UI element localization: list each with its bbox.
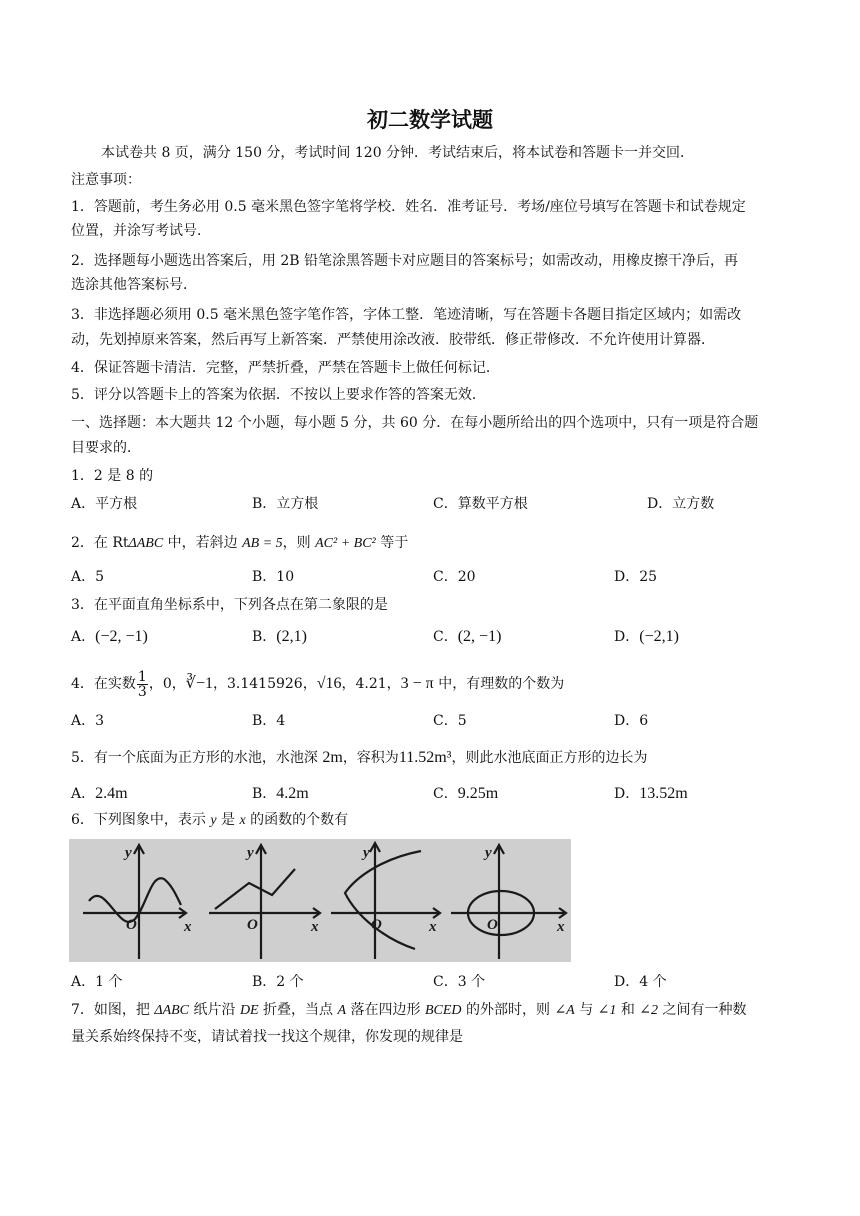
q2-text: 等于 [375, 535, 409, 551]
q1-option-a: A．平方根 [71, 496, 138, 512]
notes-title: 注意事项： [71, 172, 141, 188]
graph-2-origin: O [247, 917, 258, 933]
q2-triangle: ΔABC [128, 536, 164, 551]
q7-angle-1: ∠1 [597, 1003, 617, 1018]
option-label: C． [433, 786, 458, 802]
graph-3-x-label: x [429, 919, 437, 935]
q5-volume: 11.52m³ [398, 749, 452, 766]
note-line: 选涂其他答案标号． [71, 277, 197, 293]
q2-option-c: C．20 [433, 569, 476, 585]
q1-option-b: B．立方根 [252, 496, 319, 512]
section-heading: 一、选择题：本大题共 12 个小题，每小题 5 分，共 60 分．在每小题所给出的四个选项中，只有一项是符合题 [71, 415, 759, 431]
q2-expression: AC² + BC² [315, 536, 376, 551]
q5-option-c [433, 784, 498, 804]
q3-option-d [614, 627, 679, 647]
q4-text: ，4.21， [341, 676, 401, 692]
option-label: A． [71, 786, 96, 802]
note-line: 4．保证答题卡清洁．完整，严禁折叠，严禁在答题卡上做任何标记． [71, 360, 500, 376]
option-value: 13.52m [639, 785, 688, 802]
exam-intro: 本试卷共 8 页，满分 150 分，考试时间 120 分钟．考试结束后，将本试卷和答题卡一并交回． [101, 145, 695, 161]
q4-option-a: A．3 [71, 713, 105, 729]
graph-3-origin: O [371, 917, 382, 933]
q6-var-x: x [239, 813, 246, 828]
graph-4-y-label: y [485, 845, 492, 861]
option-label: C． [433, 629, 458, 645]
q4-option-b: B．4 [252, 713, 286, 729]
q7-text: 与 [574, 1002, 598, 1018]
q7-text: 之间有一种数 [658, 1002, 747, 1018]
note-line: 5．评分以答题卡上的答案为依据．不按以上要求作答的答案无效． [71, 387, 486, 403]
q6-option-d: D．4 个 [614, 974, 667, 990]
q3-option-c [433, 627, 501, 647]
q6-text: 的函数的个数有 [245, 812, 349, 828]
note-line: 2．选择题每小题选出答案后，用 2B 铅笔涂黑答题卡对应题目的答案标号；如需改动，用橡皮擦干净后，再 [71, 253, 739, 269]
option-label: D． [614, 786, 640, 802]
graph-4-origin: O [487, 917, 498, 933]
option-value: (−2, −1) [95, 628, 148, 645]
graph-1-origin: O [126, 917, 137, 933]
q6-option-a: A．1 个 [71, 974, 123, 990]
option-value: (2, −1) [457, 628, 502, 645]
question-7-line-1 [71, 1000, 746, 1021]
cube-root: ∛−1 [185, 675, 213, 692]
q3-option-a [71, 627, 148, 647]
q6-option-c: C．3 个 [433, 974, 486, 990]
q4-text: 4．在实数 [71, 676, 136, 692]
q6-text: 是 [216, 812, 240, 828]
q7-angle-2: ∠2 [639, 1003, 659, 1018]
option-label: B． [252, 629, 277, 645]
q7-text: 落在四边形 [346, 1002, 425, 1018]
option-label: B． [252, 786, 277, 802]
q7-text: 折叠，当点 [258, 1002, 338, 1018]
option-label: D． [614, 629, 640, 645]
graph-2-x-label: x [311, 919, 319, 935]
q2-option-b: B．10 [252, 569, 295, 585]
q6-text: 6．下列图象中，表示 [71, 812, 211, 828]
q4-text: 中，有理数的个数为 [433, 676, 565, 692]
exam-title: 初二数学试题 [367, 108, 493, 132]
question-1-stem: 1．2 是 8 的 [71, 468, 154, 484]
graph-1-x-label: x [184, 919, 192, 935]
question-6-stem [71, 810, 348, 831]
q7-quadrilateral: BCED [424, 1003, 462, 1018]
q2-text: 2．在 Rt [71, 535, 129, 551]
q7-point-a: A [337, 1003, 347, 1018]
graph-1-y-label: y [125, 845, 132, 861]
option-value: 9.25m [457, 785, 499, 802]
q5-option-a [71, 784, 128, 804]
q6-var-y: y [210, 813, 217, 828]
q7-text: 和 [616, 1002, 640, 1018]
q7-text: 纸片沿 [189, 1002, 240, 1018]
q2-equation: AB = 5 [242, 536, 283, 551]
q4-option-c: C．5 [433, 713, 467, 729]
option-value: 2.4m [95, 785, 128, 802]
q7-text: 的外部时，则 [461, 1002, 555, 1018]
function-graphs-image [69, 839, 571, 962]
graph-4-x-label: x [557, 919, 565, 935]
section-heading: 目要求的． [71, 440, 141, 456]
fraction-denominator: 3 [137, 683, 147, 700]
fraction-numerator: 1 [137, 668, 147, 685]
q1-option-c: C．算数平方根 [433, 496, 528, 512]
option-value: 4.2m [276, 785, 309, 802]
note-line: 位置，并涂写考试号． [71, 223, 211, 239]
q2-option-d: D．25 [614, 569, 658, 585]
graph-2-y-label: y [247, 845, 254, 861]
question-3-stem: 3．在平面直角坐标系中，下列各点在第二象限的是 [71, 597, 388, 613]
q2-option-a: A．5 [71, 569, 105, 585]
q2-text: 中，若斜边 [163, 535, 243, 551]
fraction [137, 670, 148, 699]
q5-text: ，则此水池底面正方形的边长为 [451, 750, 648, 766]
option-value: (2,1) [276, 628, 307, 645]
q7-triangle: ΔABC [154, 1003, 190, 1018]
option-value: (−2,1) [639, 628, 679, 645]
q7-angle-a: ∠A [554, 1003, 575, 1018]
question-5-stem [71, 748, 647, 768]
square-root: √16 [316, 675, 342, 692]
question-4-stem [71, 669, 564, 699]
q5-depth: 2m [322, 749, 343, 766]
question-2-stem [71, 533, 408, 554]
q1-option-d: D．立方数 [647, 496, 715, 512]
q4-text: ，0， [148, 676, 186, 692]
q7-segment-de: DE [239, 1003, 259, 1018]
q4-text: ，3.1415926， [212, 676, 317, 692]
q7-text: 7．如图，把 [71, 1002, 155, 1018]
q5-text: 5．有一个底面为正方形的水池，水池深 [71, 750, 323, 766]
q5-text: ，容积为 [342, 750, 399, 766]
q4-option-d: D．6 [614, 713, 649, 729]
note-line: 3．非选择题必须用 0.5 毫米黑色签字笔作答，字体工整．笔迹清晰，写在答题卡各题目指定区域内；如需改 [71, 307, 742, 323]
option-label: A． [71, 629, 96, 645]
q2-text: ，则 [282, 535, 316, 551]
question-7-line-2: 量关系始终保持不变，请试着找一找这个规律，你发现的规律是 [71, 1029, 463, 1045]
q6-option-b: B．2 个 [252, 974, 304, 990]
note-line: 动，先划掉原来答案，然后再写上新答案．严禁使用涂改液．胶带纸．修正带修改．不允许使用计算器． [71, 332, 715, 348]
pi-expression: 3 − π [400, 675, 434, 692]
graph-3-y-label: y [363, 845, 370, 861]
q5-option-b [252, 784, 309, 804]
q3-option-b [252, 627, 307, 647]
q5-option-d [614, 784, 688, 804]
note-line: 1．答题前，考生务必用 0.5 毫米黑色签字笔将学校．姓名．准考证号．考场/座位号填写在答题卡和试卷规定 [71, 199, 746, 215]
